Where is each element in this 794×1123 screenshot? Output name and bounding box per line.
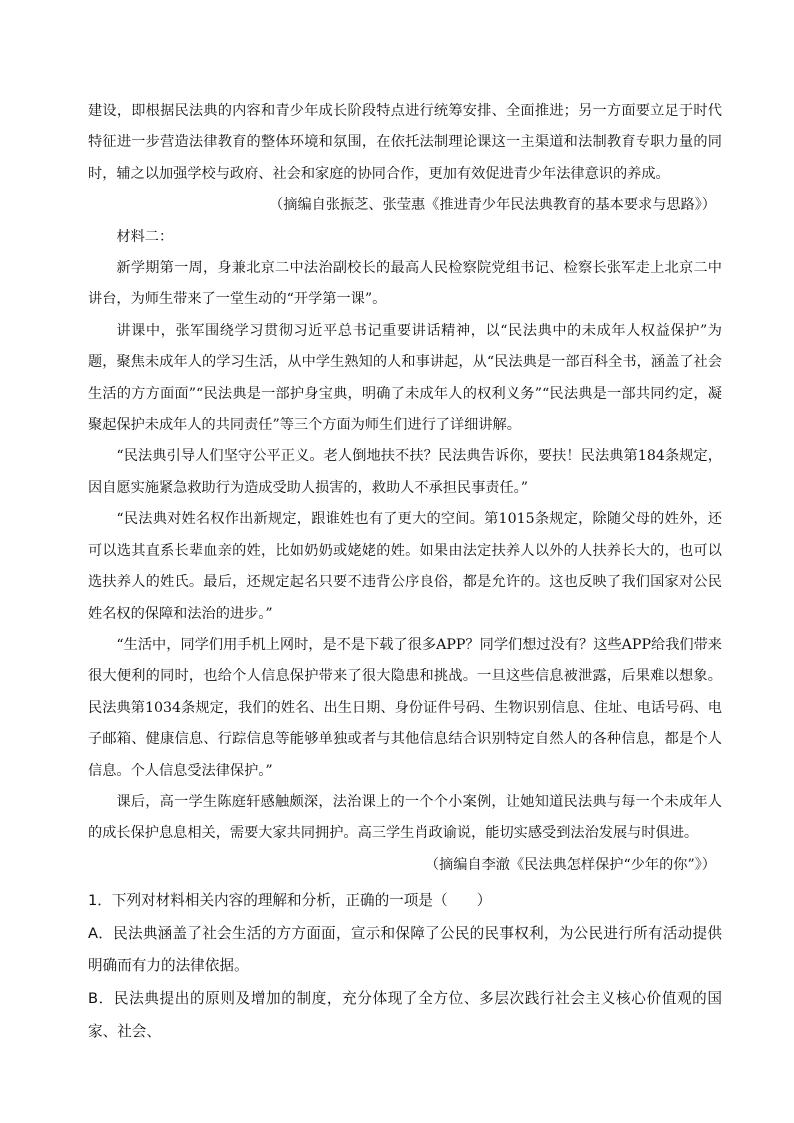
question-stem: 1．下列对材料相关内容的理解和分析，正确的一项是（ ） <box>88 892 492 910</box>
document-content <box>88 96 722 1048</box>
material-one-tail <box>88 96 722 222</box>
material-two-source: （摘编自李澈《民法典怎样保护“少年的你”》） <box>424 856 716 873</box>
material-two-paragraph: “生活中，同学们用手机上网时，是不是下载了很多APP？同学们想过没有？这些APP给我们带来很大便利的同时，也给个人信息保护带来了很大隐患和挑战。一旦这些信息被泄露，后果难以想象。民法典第1034条规定，我们的姓名、出生日期、身份证件号码、生物识别信息、住址、电话号码、电子邮箱、健康信息、行踪信息等能够单独或者与其他信息结合识别特定自然人的各种信息，都是个人信息。个人信息受法律保护。” <box>88 636 722 779</box>
material-one-source: （摘编自张振芝、张莹惠《推进青少年民法典教育的基本要求与思路》） <box>269 197 716 214</box>
option-b[interactable]: B．民法典提出的原则及增加的制度，充分体现了全方位、多层次践行社会主义核心价值观的国家、社会、 <box>88 989 722 1040</box>
material-two-paragraph: 新学期第一周，身兼北京二中法治副校长的最高人民检察院党组书记、检察长张军走上北京二中讲台，为师生带来了一堂生动的“开学第一课”。 <box>88 260 722 308</box>
material-two-paragraph: “民法典引导人们坚守公平正义。老人倒地扶不扶？民法典告诉你，要扶！民法典第184条规定，因自愿实施紧急救助行为造成受助人损害的，救助人不承担民事责任。” <box>88 448 722 496</box>
material-two-paragraph: 讲课中，张军围绕学习贯彻习近平总书记重要讲话精神，以“民法典中的未成年人权益保护”为题，聚焦未成年人的学习生活，从中学生熟知的人和事讲起，从“民法典是一部百科全书，涵盖了社会生活的方方面面”“民法典是一部护身宝典，明确了未成年人的权利义务”“民法典是一部共同约定，凝聚起保护未成年人的共同责任”等三个方面为师生们进行了详细讲解。 <box>88 322 722 434</box>
question-1 <box>88 885 722 1048</box>
material-two-paragraph: “民法典对姓名权作出新规定，跟谁姓也有了更大的空间。第1015条规定，除随父母的姓外，还可以选其直系长辈血亲的姓，比如奶奶或姥姥的姓。如果由法定扶养人以外的人扶养长大的，也可以选扶养人的姓氏。最后，还规定起名只要不违背公序良俗，都是允许的。这也反映了我们国家对公民姓名权的保障和法治的进步。” <box>88 511 722 622</box>
material-two <box>88 222 722 882</box>
material-two-paragraph: 课后，高一学生陈庭轩感触颇深，法治课上的一个个小案例，让她知道民法典与每一个未成年人的成长保护息息相关，需要大家共同拥护。高三学生肖政谕说，能切实感受到法治发展与时俱进。 <box>88 793 722 842</box>
material-two-heading: 材料二： <box>116 228 174 245</box>
option-a[interactable]: A．民法典涵盖了社会生活的方方面面，宣示和保障了公民的民事权利，为公民进行所有活动提供明确而有力的法律依据。 <box>88 924 722 975</box>
material-one-paragraph: 建设，即根据民法典的内容和青少年成长阶段特点进行统筹安排、全面推进；另一方面要立足于时代特征进一步营造法律教育的整体环境和氛围，在依托法制理论课这一主渠道和法制教育专职力量的同时，辅之以加强学校与政府、社会和家庭的协同合作，更加有效促进青少年法律意识的养成。 <box>88 103 722 182</box>
